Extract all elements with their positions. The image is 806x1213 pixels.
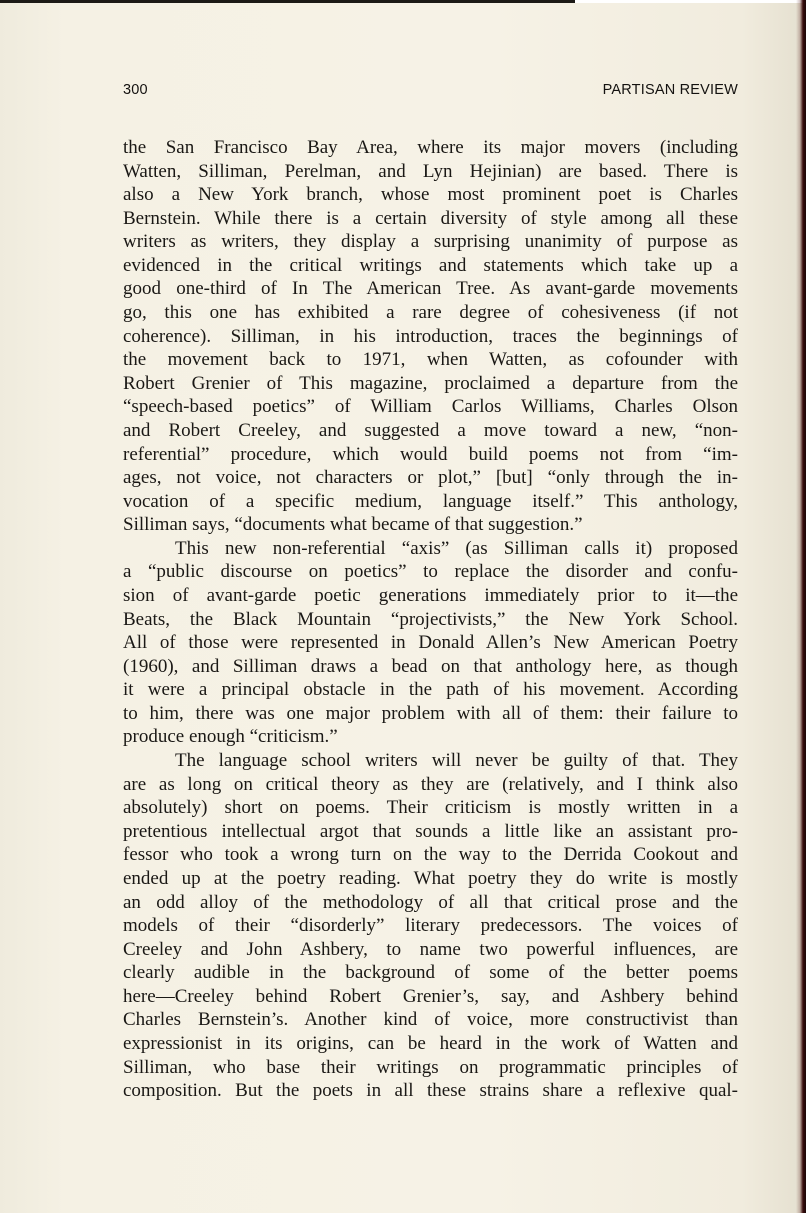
text-line: All of those were represented in Donald Allen’s New American Poetry xyxy=(123,632,738,654)
text-line: coherence). Silliman, in his introduction, traces the beginnings of xyxy=(123,325,738,347)
text-line: Creeley and John Ashbery, to name two powerful influences, are xyxy=(123,938,738,960)
text-line: also a New York branch, whose most prominent poet is Charles xyxy=(123,184,738,206)
text-line: Silliman, who base their writings on programmatic principles of xyxy=(123,1056,738,1078)
text-line: (1960), and Silliman draws a bead on that anthology here, as though xyxy=(123,655,738,677)
text-line: “speech-based poetics” of William Carlos Williams, Charles Olson xyxy=(123,396,738,418)
text-line: pretentious intellectual argot that sounds a little like an assistant pro- xyxy=(123,820,738,842)
text-line: fessor who took a wrong turn on the way to the Derrida Cookout and xyxy=(123,844,738,866)
text-line: sion of avant-garde poetic generations immediately prior to it—the xyxy=(123,584,738,606)
text-line: models of their “disorderly” literary predecessors. The voices of xyxy=(123,915,738,937)
text-line: it were a principal obstacle in the path of his movement. According xyxy=(123,679,738,701)
text-line: ended up at the poetry reading. What poetry they do write is mostly xyxy=(123,867,738,889)
text-line: and Robert Creeley, and suggested a move toward a new, “non- xyxy=(123,419,738,441)
page-number: 300 xyxy=(123,82,148,98)
paragraph-first-line: This new non-referential “axis” (as Silliman calls it) proposed xyxy=(175,537,738,559)
text-line: Watten, Silliman, Perelman, and Lyn Hejinian) are based. There is xyxy=(123,160,738,182)
text-line: go, this one has exhibited a rare degree of cohesiveness (if not xyxy=(123,302,738,324)
text-line: Charles Bernstein’s. Another kind of voice, more constructivist than xyxy=(123,1009,738,1031)
text-line: Bernstein. While there is a certain diversity of style among all these xyxy=(123,207,738,229)
text-line: Robert Grenier of This magazine, proclaimed a departure from the xyxy=(123,372,738,394)
text-line: ages, not voice, not characters or plot,” [but] “only through the in- xyxy=(123,467,738,489)
body-text xyxy=(123,136,738,1103)
text-line: a “public discourse on poetics” to replace the disorder and confu- xyxy=(123,561,738,583)
text-line: are as long on critical theory as they are (relatively, and I think also xyxy=(123,773,738,795)
text-line: good one-third of In The American Tree. As avant-garde movements xyxy=(123,278,738,300)
text-line: composition. But the poets in all these strains share a reflexive qual- xyxy=(123,1080,738,1102)
text-line: the San Francisco Bay Area, where its major movers (including xyxy=(123,137,738,158)
text-line: evidenced in the critical writings and statements which take up a xyxy=(123,254,738,276)
running-head xyxy=(123,82,738,102)
journal-title: PARTISAN REVIEW xyxy=(602,82,738,98)
text-line: here—Creeley behind Robert Grenier’s, say, and Ashbery behind xyxy=(123,985,738,1007)
text-line: writers as writers, they display a surprising unanimity of purpose as xyxy=(123,231,738,253)
text-line: absolutely) short on poems. Their criticism is mostly written in a xyxy=(123,797,738,819)
text-line: Beats, the Black Mountain “projectivists,” the New York School. xyxy=(123,608,738,630)
text-line: clearly audible in the background of some of the better poems xyxy=(123,962,738,984)
text-line: to him, there was one major problem with all of them: their failure to xyxy=(123,702,738,724)
top-border-gap xyxy=(575,0,806,3)
paragraph-first-line: The language school writers will never be guilty of that. They xyxy=(175,750,738,772)
text-line: vocation of a specific medium, language itself.” This anthology, xyxy=(123,490,738,512)
text-line: expressionist in its origins, can be heard in the work of Watten and xyxy=(123,1032,738,1054)
text-line: an odd alloy of the methodology of all that critical prose and the xyxy=(123,891,738,913)
page-binding-edge xyxy=(796,0,806,1213)
text-line: the movement back to 1971, when Watten, as cofounder with xyxy=(123,349,738,371)
text-line: Silliman says, “documents what became of that suggestion.” xyxy=(123,514,583,536)
text-line: referential” procedure, which would build poems not from “im- xyxy=(123,443,738,465)
text-line: produce enough “criticism.” xyxy=(123,726,338,748)
